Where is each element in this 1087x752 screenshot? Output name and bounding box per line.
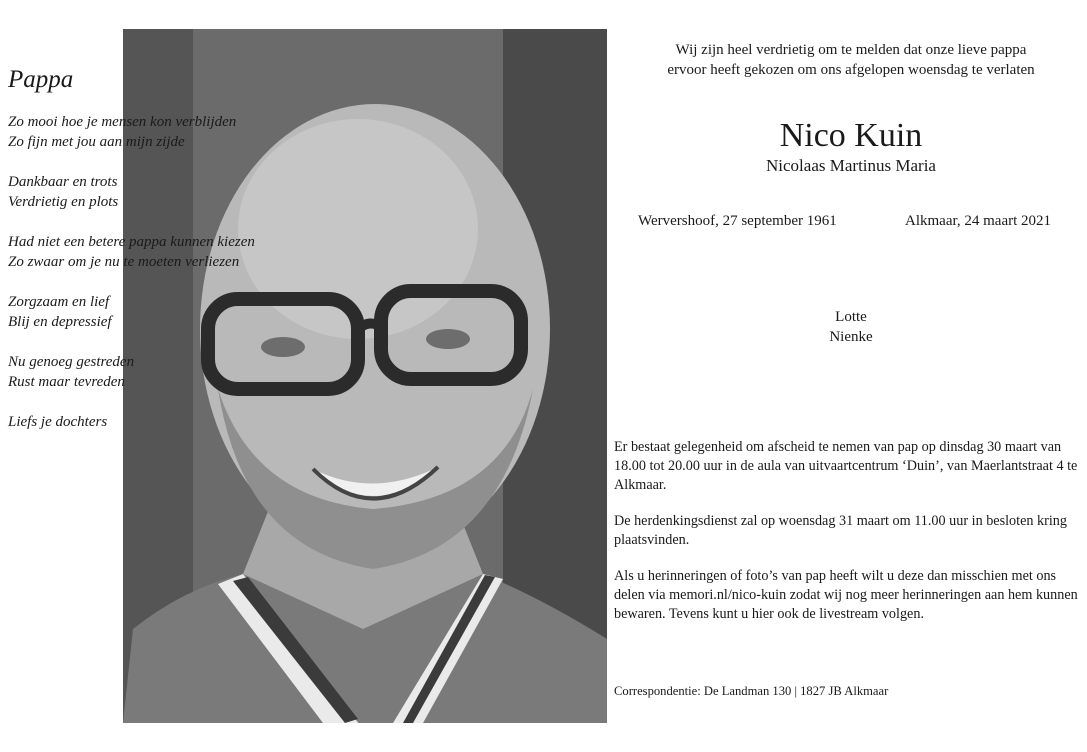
poem-stanza bbox=[8, 292, 308, 332]
intro-text bbox=[615, 40, 1087, 80]
memorial-paragraph: De herdenkingsdienst zal op woensdag 31 maart om 11.00 uur in besloten kring plaatsvinden. bbox=[614, 513, 1067, 548]
poem-line: Had niet een betere pappa kunnen kiezen bbox=[8, 234, 255, 250]
poem-line: Zo zwaar om je nu te moeten verliezen bbox=[8, 254, 240, 270]
correspondence-address: Correspondentie: De Landman 130 | 1827 JB Alkmaar bbox=[614, 684, 889, 698]
children-names bbox=[615, 307, 1087, 347]
poem-line: Nu genoeg gestreden bbox=[8, 354, 135, 370]
birth-date: Wervershoof, 27 september 1961 bbox=[638, 213, 837, 229]
poem-line: Verdrietig en plots bbox=[8, 194, 119, 210]
death-date: Alkmaar, 24 maart 2021 bbox=[905, 213, 1052, 229]
memories-paragraph: Als u herinneringen of foto’s van pap heeft wilt u deze dan misschien met ons delen via memori.nl/nico-kuin zodat wij nog meer herinneringen aan hem kunnen bewaren. Tevens kunt u hier ook de livestream volgen. bbox=[614, 568, 1078, 622]
poem-line: Blij en depressief bbox=[8, 314, 112, 330]
intro-line: ervoor heeft gekozen om ons afgelopen woensdag te verlaten bbox=[667, 62, 1035, 78]
poem-line: Dankbaar en trots bbox=[8, 174, 118, 190]
deceased-name: Nico Kuin bbox=[779, 117, 923, 154]
poem-line: Rust maar tevreden bbox=[8, 374, 125, 390]
service-details bbox=[614, 438, 1086, 641]
poem-signoff: Liefs je dochters bbox=[8, 414, 108, 430]
poem bbox=[8, 66, 308, 452]
deceased-full-name: Nicolaas Martinus Maria bbox=[766, 156, 936, 175]
intro-line: Wij zijn heel verdrietig om te melden dat onze lieve pappa bbox=[675, 42, 1027, 58]
poem-stanza bbox=[8, 172, 308, 212]
poem-title: Pappa bbox=[8, 66, 74, 93]
child-name: Nienke bbox=[829, 329, 873, 345]
poem-line: Zo mooi hoe je mensen kon verblijden bbox=[8, 114, 237, 130]
poem-line: Zo fijn met jou aan mijn zijde bbox=[8, 134, 185, 150]
poem-stanza bbox=[8, 112, 308, 152]
poem-line: Zorgzaam en lief bbox=[8, 294, 110, 310]
child-name: Lotte bbox=[835, 309, 867, 325]
farewell-paragraph: Er bestaat gelegenheid om afscheid te nemen van pap op dinsdag 30 maart van 18.00 tot 20.00 uur in de aula van uitvaartcentrum ‘Duin’, van Maerlantstraat 4 te Alkmaar. bbox=[614, 439, 1078, 493]
poem-stanza bbox=[8, 412, 308, 432]
poem-stanza bbox=[8, 352, 308, 392]
poem-stanza bbox=[8, 232, 308, 272]
